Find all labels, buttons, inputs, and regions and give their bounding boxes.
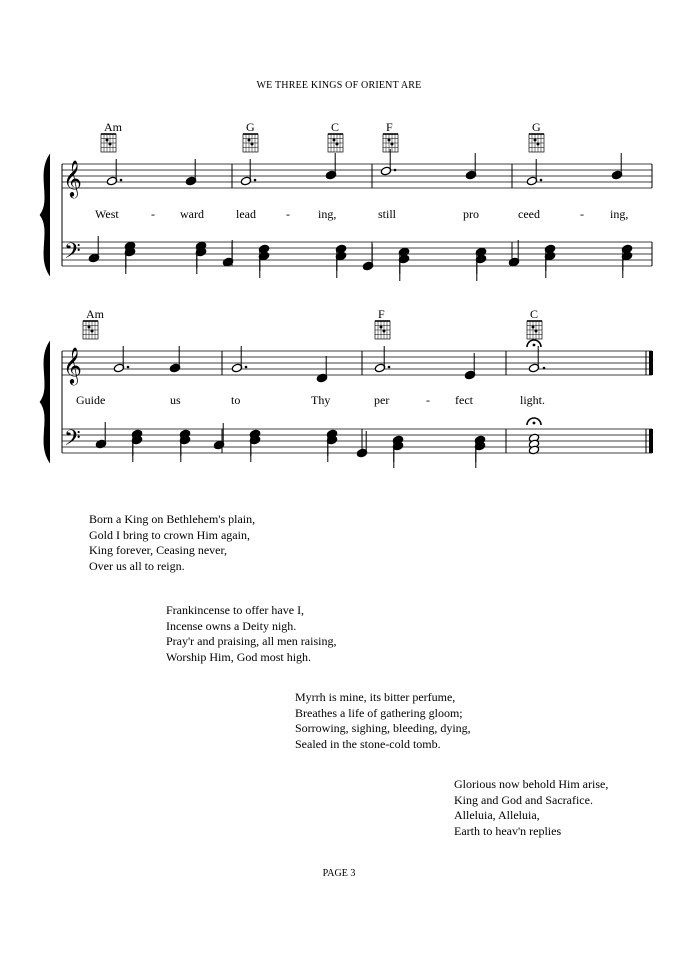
chord-label: G [532,120,541,134]
brace-icon [40,341,50,463]
chord-diagram-dot [532,326,535,329]
page-title: WE THREE KINGS OF ORIENT ARE [256,80,422,91]
stanza-line: Earth to heav'n replies [454,823,562,838]
chord-label: C [530,307,539,321]
treble-clef-icon: 𝄞 [63,159,82,197]
stanza-line: Worship Him, God most high. [166,649,312,664]
lyric-syllable: - [426,393,430,407]
dot [127,366,130,369]
music-system-1 [40,120,652,281]
chord-label: F [386,120,393,134]
lyric-syllable: pro [463,207,479,221]
lyric-syllable: lead [236,207,256,221]
lyric-syllable: still [378,207,397,221]
dot [245,366,248,369]
chord-diagram-dot [333,139,336,142]
chord-diagram-dot [534,139,537,142]
lyric-syllable: light. [520,393,546,407]
chord-diagram-dot [106,139,109,142]
chord-diagram-dot [380,326,383,329]
stanza-line: King forever, Ceasing never, [89,543,227,557]
lyric-syllable: - [286,207,290,221]
chord-diagram-dot [391,143,394,146]
stanza-line: King and God and Sacrafice. [454,792,593,807]
dot [394,169,397,172]
chord-label: Am [104,120,122,134]
chord-label: C [331,120,340,134]
brace-icon [40,154,50,276]
chord-diagram-dot [248,139,251,142]
stanza-line: Sealed in the stone-cold tomb. [295,736,441,751]
stanza-line: Alleluia, Alleluia, [454,808,540,822]
lyric-syllable: - [151,207,155,221]
chord-label: G [246,120,255,134]
stanza-line: Sorrowing, sighing, bleeding, dying, [295,721,471,735]
dot [540,179,543,182]
chord-diagram-dot [537,143,540,146]
dot [543,367,546,370]
stanza-line: Incense owns a Deity nigh. [166,618,297,633]
lyric-syllable: Guide [76,393,106,407]
stanza-line: Gold I bring to crown Him again, [89,527,250,542]
chord-label: Am [86,307,104,321]
stanza-line: Pray'r and praising, all men raising, [166,634,337,648]
final-barline-thick [649,429,653,453]
chord-diagram-dot [336,143,339,146]
lyric-syllable: West [95,207,119,221]
stanza-4 [295,690,471,752]
chord-diagram-dot [388,139,391,142]
lyric-syllable: Thy [311,393,331,407]
lyric-syllable: to [231,393,241,407]
lyric-syllable: fect [455,393,473,407]
final-barline-thick [649,351,653,375]
dot [388,366,391,369]
chord-diagram-dot [109,143,112,146]
fermata-dot [533,344,536,347]
chord-diagram-dot [535,330,538,333]
stanza-5 [454,777,608,839]
chord-diagram-dot [91,330,94,333]
stanza-line: Breathes a life of gathering gloom; [295,705,463,720]
fermata-dot [533,422,536,425]
stanza-line: Over us all to reign. [89,558,185,573]
chord-label: F [378,307,385,321]
lyric-syllable: ing, [610,207,629,221]
lyric-syllable: us [170,393,181,407]
music-system-2 [40,307,653,468]
stanza-line: Frankincense to offer have I, [166,603,305,617]
chord-diagram-dot [383,330,386,333]
lyric-syllable: - [580,207,584,221]
lyric-syllable: ward [180,207,204,221]
stanza-2 [89,512,255,574]
chord-diagram-dot [251,143,254,146]
chord-diagram-dot [88,326,91,329]
page-number: PAGE 3 [322,868,356,879]
dot [120,179,123,182]
stanza-line: Born a King on Bethlehem's plain, [89,512,256,526]
lyric-syllable: per [374,393,390,407]
dot [254,179,257,182]
stanza-3 [166,603,336,665]
bass-clef-icon: 𝄢 [64,239,81,269]
lyric-syllable: ceed [518,207,540,221]
treble-clef-icon: 𝄞 [63,346,82,384]
lyric-syllable: ing, [318,207,337,221]
stanza-line: Glorious now behold Him arise, [454,777,609,791]
bass-clef-icon: 𝄢 [64,426,81,456]
stanza-line: Myrrh is mine, its bitter perfume, [295,690,456,704]
